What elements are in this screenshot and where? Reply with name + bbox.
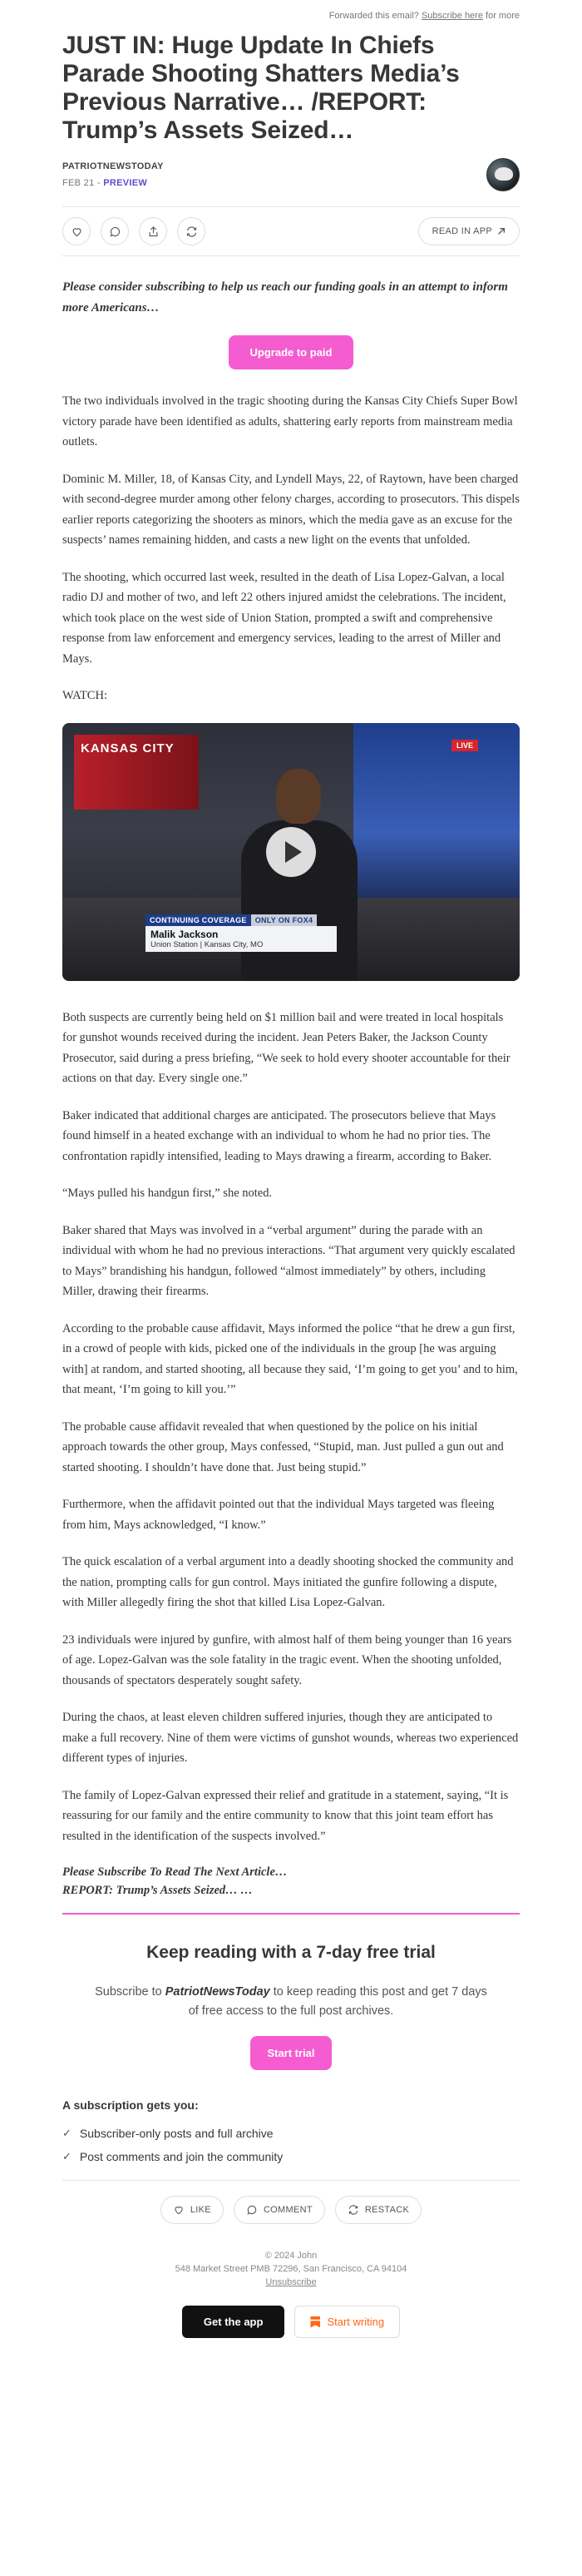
publication-name: PatriotNewsToday: [165, 1985, 270, 1999]
intro-text: Please consider subscribing to help us reach our funding goals in an attempt to inform more Americans…: [62, 280, 508, 315]
paragraph: The quick escalation of a verbal argument into a deadly shooting shocked the community and the nation, prompting calls for gun control. Mays initiated the gunfire following a dispute, with Miller allegedly firing the shot that killed Lisa Lopez-Galvan.: [62, 1555, 514, 1609]
video-lower-third: [146, 914, 337, 952]
paragraph: 23 individuals were injured by gunfire, with almost half of them being younger than 16 years of age. Lopez-Galvan was the sole fatality in the tragic event. When the shooting unfolded, thousands of spectators desperately sought safety.: [62, 1632, 512, 1687]
paragraph: Furthermore, when the affidavit pointed out that the individual Mays targeted was fleeing from him, Mays acknowledged, “I know.”: [62, 1498, 495, 1532]
paragraph: The probable cause affidavit revealed that when questioned by the police on his initial approach towards the other group, Mays confessed, “Stupid, man. Just pulled a gun out and started shooting. I shouldn’t have done that. Just being stupid.”: [62, 1419, 504, 1474]
network-tag: ONLY ON FOX4: [251, 914, 318, 926]
meta-separator: -: [94, 178, 104, 188]
footer-like-button[interactable]: [160, 2196, 224, 2224]
start-writing-label: Start writing: [327, 2316, 385, 2328]
upgrade-button[interactable]: Upgrade to paid: [229, 335, 354, 369]
reporter-location: Union Station | Kansas City, MO: [150, 939, 264, 949]
coverage-tag: CONTINUING COVERAGE: [146, 914, 251, 926]
paragraph: The family of Lopez-Galvan expressed their relief and gratitude in a statement, saying, “It is reassuring for our family and the entire community to know that this joint team effort has resulted in the identification of the suspects involved.”: [62, 1788, 509, 1843]
subscribe-link[interactable]: Subscribe here: [421, 11, 483, 21]
paywall-subtext: [91, 1983, 491, 2021]
lower-third-tags: [146, 914, 337, 926]
forwarded-text: Forwarded this email?: [328, 11, 419, 21]
closing-line: REPORT: Trump’s Assets Seized… …: [62, 1884, 253, 1897]
paragraph: “Mays pulled his handgun first,” she noted.: [62, 1186, 273, 1200]
closing-note: [62, 1863, 520, 1900]
paragraph: Dominic M. Miller, 18, of Kansas City, and Lyndell Mays, 22, of Raytown, have been charged with second-degree murder among other felony charges, according to prosecutors. This dispels earlier reports categorizing the shooters as minors, which the media gave as an excuse for the suspects’ names remaining hidden, and casts a new light on the events that unfolded.: [62, 472, 520, 547]
paywall: [62, 1943, 520, 2070]
comment-button[interactable]: [101, 217, 129, 245]
paragraph: Both suspects are currently being held on $1 million bail and were treated in local hospitals for gunshot wounds received during the incident. Jean Peters Baker, the Jackson County Prosecutor, said during a press briefing, “We seek to hold every shooter accountable for their actions on that day. Every single one.”: [62, 1010, 510, 1085]
post-date: FEB 21: [62, 178, 95, 188]
heart-icon: [71, 225, 83, 238]
footer-actions: [62, 2180, 520, 2224]
check-icon: ✓: [62, 2127, 72, 2139]
restack-icon: [185, 225, 198, 238]
paragraph: During the chaos, at least eleven children suffered injuries, though they are anticipated to make a full recovery. Nine of them were victims of gunshot wounds, whereas two experienced different types of injuries.: [62, 1711, 519, 1765]
restack-icon: [348, 2204, 359, 2216]
video-embed[interactable]: [62, 723, 520, 981]
check-icon: ✓: [62, 2150, 72, 2162]
footer-restack-button[interactable]: [335, 2196, 422, 2224]
copyright: © 2024 John: [264, 2251, 318, 2261]
like-label: LIKE: [190, 2205, 211, 2215]
upgrade-wrap: [62, 335, 520, 369]
share-icon: [147, 225, 160, 238]
get-app-button[interactable]: Get the app: [182, 2306, 285, 2338]
comment-label: COMMENT: [263, 2205, 313, 2215]
play-icon[interactable]: [266, 827, 316, 877]
reporter-name: Malik Jackson: [150, 928, 219, 940]
list-item: [62, 2127, 520, 2140]
list-item: [62, 2150, 520, 2163]
footer-fine-print: [62, 2249, 520, 2289]
closing-line: Please Subscribe To Read The Next Article…: [62, 1865, 288, 1879]
comment-icon: [109, 225, 121, 238]
video-sign: [74, 735, 199, 810]
paragraph: Baker indicated that additional charges are anticipated. The prosecutors believe that Mays found himself in a heated exchange with an individual to whom he had no prior ties. The confrontation rapidly intensified, leading to Mays drawing a firearm, according to Baker.: [62, 1108, 496, 1163]
restack-button[interactable]: [177, 217, 205, 245]
video-sign-text: KANSAS CITY: [81, 741, 175, 755]
arrow-up-right-icon: [497, 227, 506, 235]
forwarded-bar: [62, 0, 520, 32]
paragraph: Baker shared that Mays was involved in a “verbal argument” during the parade with an individual with whom he had no previous interactions. “That argument very quickly escalated to Mays” brandishing his handgun, followed “almost immediately” by others, including Miller, drawing their firearms.: [62, 1223, 515, 1298]
app-buttons: [62, 2306, 520, 2338]
paragraph: According to the probable cause affidavit, Mays informed the police “that he drew a gun first, in a crowd of people with kids, picked one of the individuals in the group [he was arguing with] at random, and started shooting, all because they said, ‘I’m going to get you’ and to him, that meant, ‘I’m going to kill you.’”: [62, 1321, 518, 1396]
author-name[interactable]: PATRIOTNEWSTODAY: [62, 161, 164, 171]
byline-text: [62, 161, 164, 188]
access-badge: PREVIEW: [103, 178, 148, 188]
paywall-sub-prefix: Subscribe to: [95, 1985, 165, 1999]
post-title[interactable]: JUST IN: Huge Update In Chiefs Parade Shooting Shatters Media’s Previous Narrative… /REPORT: Trump’s Assets Seized…: [62, 32, 460, 144]
lower-third-name-box: [146, 926, 337, 952]
byline: [62, 158, 520, 191]
email-container: [62, 0, 520, 2338]
paywall-sub-suffix: to keep reading this post and get 7 days of free access to the full post archives.: [188, 1985, 487, 2018]
video-backdrop: [353, 723, 520, 906]
heart-icon: [173, 2204, 185, 2216]
post-action-bar: [62, 206, 520, 256]
read-in-app-label: READ IN APP: [432, 226, 492, 236]
share-button[interactable]: [139, 217, 167, 245]
publication-avatar[interactable]: [486, 158, 520, 191]
mailing-address: 548 Market Street PMB 72296, San Francisco, CA 94104: [175, 2264, 407, 2274]
like-button[interactable]: [62, 217, 91, 245]
subscription-perks: [62, 2098, 520, 2163]
live-badge: LIVE: [451, 740, 478, 751]
start-writing-button[interactable]: [294, 2306, 400, 2338]
footer-comment-button[interactable]: [234, 2196, 325, 2224]
paragraph: The shooting, which occurred last week, resulted in the death of Lisa Lopez-Galvan, a local radio DJ and mother of two, and left 22 others injured amidst the celebrations. The incident, which took place on the west side of Union Station, prompted a swift and comprehensive response from law enforcement and emergency services, leading to the arrest of Miller and Mays.: [62, 570, 506, 666]
comment-icon: [246, 2204, 258, 2216]
paragraph: The two individuals involved in the tragic shooting during the Kansas City Chiefs Super Bowl victory parade have been identified as adults, shattering early reports from mainstream media outlets.: [62, 394, 518, 448]
perk-label: Subscriber-only posts and full archive: [79, 2127, 274, 2140]
reporter-head: [276, 769, 321, 824]
substack-logo-icon: [310, 2316, 320, 2328]
post-meta: [62, 178, 164, 188]
start-trial-button[interactable]: Start trial: [250, 2036, 331, 2070]
perks-list: [62, 2127, 520, 2163]
forwarded-suffix: for more: [486, 11, 520, 21]
paywall-heading: Keep reading with a 7-day free trial: [146, 1943, 436, 1962]
paywall-divider: [62, 1913, 520, 1915]
article-body-bottom: [62, 1008, 520, 1847]
read-in-app-button[interactable]: [418, 217, 520, 245]
article-body-top: [62, 391, 520, 706]
paragraph: WATCH:: [62, 689, 107, 702]
perks-heading: A subscription gets you:: [62, 2098, 199, 2112]
perk-label: Post comments and join the community: [79, 2150, 284, 2163]
unsubscribe-link[interactable]: Unsubscribe: [265, 2277, 317, 2287]
restack-label: RESTACK: [364, 2205, 410, 2215]
action-icons: [62, 217, 205, 245]
